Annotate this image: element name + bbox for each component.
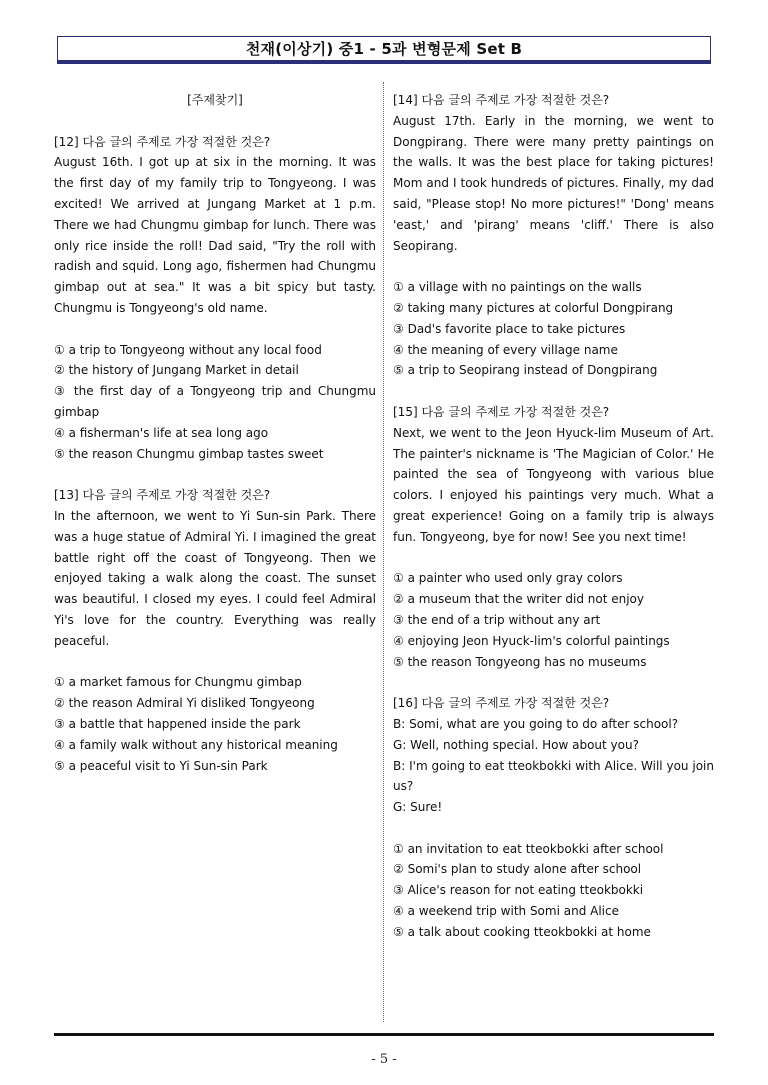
dialogue-line: B: Somi, what are you going to do after school? [393,716,679,731]
answer-option-1: ① a village with no paintings on the walls [393,280,642,295]
answer-option-1: ① a market famous for Chungmu gimbap [54,675,302,690]
page-number: - 5 - [371,1052,397,1067]
answer-option-3: ③ a battle that happened inside the park [54,716,301,731]
question-passage: In the afternoon, we went to Yi Sun-sin Park. There was a huge statue of Admiral Yi. I imagined the great battle right off the coast of Tongyeong. Then we enjoyed taking a walk along the coast. The sunset was beautiful. I closed my eyes. I could feel Admiral Yi's love for the country. Everything was really peaceful. [54,508,376,648]
question-passage: August 16th. I got up at six in the morning. It was the first day of my family trip to Tongyeong. I was excited! We arrived at Jungang Market at 1 p.m. There we had Chungmu gimbap for lunch. There was only rice inside the roll! Dad said, "Try the roll with radish and squid. Long ago, fishermen had Chungmu gimbap out at sea." It was a bit spicy but tasty. Chungmu is Tongyeong's old name. [54,155,376,315]
answer-option-1: ① a trip to Tongyeong without any local food [54,342,322,357]
question-14 [393,90,714,381]
answer-option-3: ③ Dad's favorite place to take pictures [393,321,626,336]
question-stem: [13] 다음 글의 주제로 가장 적절한 것은? [54,488,271,503]
answer-option-5: ⑤ a talk about cooking tteokbokki at home [393,924,651,939]
section-label: [주제찾기] [187,93,243,107]
answer-option-4: ④ a family walk without any historical meaning [54,737,338,752]
answer-option-2: ② Somi's plan to study alone after school [393,862,642,877]
answer-option-5: ⑤ the reason Tongyeong has no museums [393,654,647,669]
left-column [54,90,376,776]
question-stem: [12] 다음 글의 주제로 가장 적절한 것은? [54,134,271,149]
question-15 [393,402,714,672]
question-stem: [15] 다음 글의 주제로 가장 적절한 것은? [393,404,610,419]
answer-option-3: ③ Alice's reason for not eating tteokbokki [393,883,644,898]
answer-option-3: ③ the first day of a Tongyeong trip and Chungmu gimbap [54,384,376,419]
question-stem: [14] 다음 글의 주제로 가장 적절한 것은? [393,93,610,107]
dialogue-line: B: I'm going to eat tteokbokki with Alice. Will you join us? [393,758,714,794]
question-13 [54,485,376,776]
column-divider [383,82,384,1022]
answer-option-5: ⑤ the reason Chungmu gimbap tastes sweet [54,446,324,461]
answer-option-4: ④ the meaning of every village name [393,342,618,357]
question-12 [54,132,376,465]
dialogue-line: G: Sure! [393,800,443,815]
answer-option-5: ⑤ a trip to Seopirang instead of Dongpirang [393,363,658,378]
answer-option-4: ④ a weekend trip with Somi and Alice [393,904,619,919]
answer-option-2: ② a museum that the writer did not enjoy [393,592,645,607]
question-passage: August 17th. Early in the morning, we went to Dongpirang. There were many pretty paintings on the walls. It was the best place for taking pictures! Mom and I took hundreds of pictures. Finally, my dad said, "Please stop! No more pictures!" 'Dong' means 'east,' and 'pirang' means 'cliff.' There is also Seopirang. [393,113,714,253]
question-stem: [16] 다음 글의 주제로 가장 적절한 것은? [393,696,610,711]
answer-option-2: ② taking many pictures at colorful Dongpirang [393,300,674,315]
answer-option-2: ② the history of Jungang Market in detail [54,363,299,378]
answer-option-2: ② the reason Admiral Yi disliked Tongyeong [54,696,315,711]
footer-rule [54,1033,714,1036]
answer-option-1: ① an invitation to eat tteokbokki after school [393,841,664,856]
question-16 [393,693,714,943]
question-passage: Next, we went to the Jeon Hyuck-lim Museum of Art. The painter's nickname is 'The Magician of Color.' He painted the sea of Tongyeong with various blue colors. I enjoyed his paintings very much. What a great experience! Going on a family trip is always fun. Tongyeong, bye for now! See you next time! [393,425,714,544]
right-column [393,90,714,943]
dialogue-line: G: Well, nothing special. How about you? [393,737,639,752]
answer-option-4: ④ a fisherman's life at sea long ago [54,425,269,440]
answer-option-3: ③ the end of a trip without any art [393,612,601,627]
answer-option-5: ⑤ a peaceful visit to Yi Sun-sin Park [54,758,268,773]
page-title: 천재(이상기) 중1 - 5과 변형문제 Set B [57,36,711,64]
answer-option-1: ① a painter who used only gray colors [393,571,623,586]
answer-option-4: ④ enjoying Jeon Hyuck-lim's colorful paintings [393,633,670,648]
